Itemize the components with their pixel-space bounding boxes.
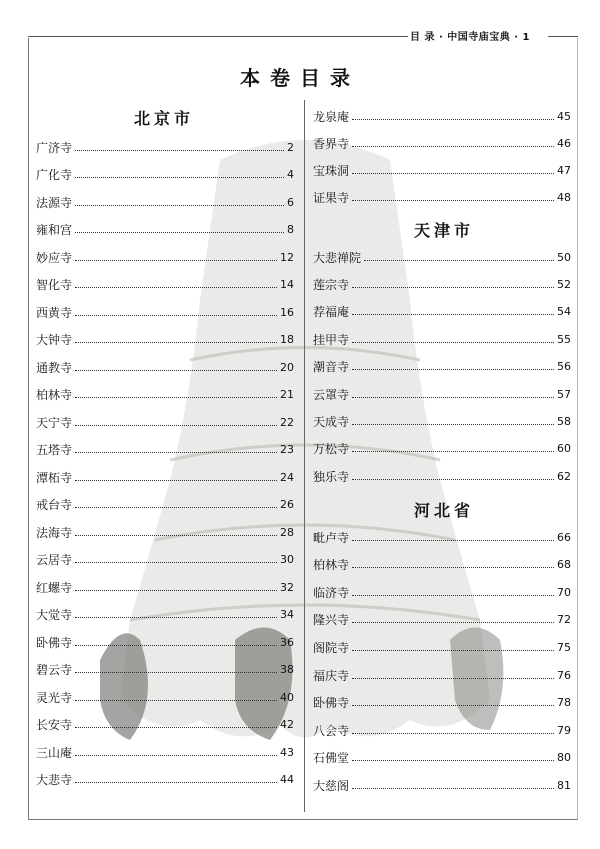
toc-entry[interactable] bbox=[313, 720, 571, 740]
dot-leader bbox=[352, 287, 554, 288]
toc-entry-page: 40 bbox=[280, 690, 294, 704]
dot-leader bbox=[75, 782, 277, 783]
toc-entry-page: 8 bbox=[287, 223, 294, 236]
dot-leader bbox=[352, 451, 554, 452]
toc-entry-title: 万松寺 bbox=[313, 442, 350, 457]
toc-entry-page: 22 bbox=[280, 415, 294, 429]
toc-entry-title: 宝珠洞 bbox=[313, 163, 350, 178]
section-heading-beijing: 北京市 bbox=[134, 109, 195, 128]
toc-entry-page: 46 bbox=[557, 136, 571, 150]
toc-entry-title: 天宁寺 bbox=[36, 415, 73, 430]
toc-entry[interactable] bbox=[313, 665, 571, 685]
dot-leader bbox=[75, 672, 277, 673]
toc-entry-page: 62 bbox=[557, 469, 571, 483]
toc-entry-title: 西黄寺 bbox=[36, 305, 73, 320]
toc-entry-page: 48 bbox=[557, 191, 571, 205]
page-title: 本卷目录 bbox=[240, 66, 360, 90]
toc-entry[interactable] bbox=[313, 582, 571, 602]
toc-entry-page: 2 bbox=[287, 140, 294, 154]
dot-leader bbox=[75, 727, 277, 728]
dot-leader bbox=[75, 425, 277, 426]
dot-leader bbox=[352, 705, 554, 706]
toc-entry-title: 大觉寺 bbox=[36, 608, 73, 622]
toc-entry-title: 大悲寺 bbox=[36, 773, 73, 787]
dot-leader bbox=[352, 369, 554, 370]
toc-entry-page: 30 bbox=[280, 553, 294, 566]
toc-entry[interactable] bbox=[36, 770, 294, 790]
toc-entry-page: 4 bbox=[287, 168, 294, 181]
dot-leader bbox=[75, 232, 284, 233]
toc-entry-title: 红螺寺 bbox=[36, 580, 73, 595]
toc-entry[interactable] bbox=[313, 133, 571, 153]
toc-entry-page: 57 bbox=[557, 387, 571, 401]
dot-leader bbox=[75, 700, 277, 701]
toc-entry-page: 26 bbox=[280, 498, 294, 511]
toc-entry-title: 妙应寺 bbox=[36, 250, 73, 265]
toc-entry-title: 云罩寺 bbox=[313, 387, 350, 402]
dot-leader bbox=[352, 760, 554, 761]
toc-entry-title: 卧佛寺 bbox=[313, 696, 350, 711]
toc-entry[interactable] bbox=[313, 188, 571, 208]
toc-entry-title: 大钟寺 bbox=[36, 333, 73, 347]
toc-entry-title: 石佛堂 bbox=[313, 751, 350, 766]
toc-entry[interactable] bbox=[313, 466, 571, 486]
toc-entry-page: 6 bbox=[287, 195, 294, 209]
toc-entry-page: 32 bbox=[280, 580, 294, 594]
toc-entry[interactable] bbox=[36, 495, 294, 515]
toc-entry-page: 24 bbox=[280, 470, 294, 484]
dot-leader bbox=[75, 260, 277, 261]
toc-entry-title: 柏林寺 bbox=[36, 388, 73, 402]
toc-entry-title: 法海寺 bbox=[36, 525, 73, 540]
dot-leader bbox=[352, 173, 554, 174]
dot-leader bbox=[352, 200, 554, 201]
toc-entry-page: 60 bbox=[557, 442, 571, 456]
toc-entry[interactable] bbox=[313, 274, 571, 294]
toc-entry-title: 雍和宫 bbox=[36, 223, 73, 237]
toc-entry[interactable] bbox=[313, 775, 571, 795]
toc-entry[interactable] bbox=[313, 384, 571, 404]
toc-entry[interactable] bbox=[36, 192, 294, 212]
toc-entry-title: 莲宗寺 bbox=[313, 277, 350, 292]
dot-leader bbox=[352, 788, 554, 789]
toc-entry[interactable] bbox=[36, 302, 294, 322]
dot-leader bbox=[352, 622, 554, 623]
toc-entry-title: 卧佛寺 bbox=[36, 635, 73, 650]
toc-entry[interactable] bbox=[313, 247, 571, 267]
toc-entry[interactable] bbox=[36, 357, 294, 377]
toc-entry[interactable] bbox=[36, 577, 294, 597]
dot-leader bbox=[75, 480, 277, 481]
toc-entry[interactable] bbox=[36, 412, 294, 432]
toc-entry-title: 阁院寺 bbox=[313, 640, 350, 655]
toc-entry[interactable] bbox=[313, 439, 571, 459]
toc-entry[interactable] bbox=[36, 247, 294, 267]
toc-entry-page: 16 bbox=[280, 305, 294, 319]
toc-entry-title: 香界寺 bbox=[313, 136, 350, 151]
toc-entry[interactable] bbox=[313, 693, 571, 713]
toc-entry-page: 14 bbox=[280, 278, 294, 291]
toc-entry[interactable] bbox=[313, 411, 571, 431]
toc-entry-page: 18 bbox=[280, 333, 294, 346]
dot-leader bbox=[75, 755, 277, 756]
toc-entry[interactable] bbox=[313, 637, 571, 657]
toc-entry[interactable] bbox=[36, 742, 294, 762]
toc-entry-page: 70 bbox=[557, 585, 571, 599]
dot-leader bbox=[352, 397, 554, 398]
toc-entry-title: 通教寺 bbox=[36, 360, 73, 375]
toc-entry-page: 52 bbox=[557, 277, 571, 291]
toc-entry-page: 54 bbox=[557, 305, 571, 319]
dot-leader bbox=[75, 177, 284, 178]
dot-leader bbox=[75, 507, 277, 508]
dot-leader bbox=[352, 314, 554, 315]
toc-entry-page: 28 bbox=[280, 525, 294, 539]
toc-entry[interactable] bbox=[313, 610, 571, 630]
toc-entry[interactable] bbox=[313, 555, 571, 575]
dot-leader bbox=[75, 452, 277, 453]
toc-entry-title: 大慈阁 bbox=[313, 778, 350, 793]
toc-entry-page: 66 bbox=[557, 530, 571, 544]
toc-entry-page: 21 bbox=[280, 388, 294, 401]
dot-leader bbox=[75, 150, 284, 151]
toc-entry[interactable] bbox=[36, 385, 294, 405]
running-header: 目 录 · 中国寺庙宝典 · 1 bbox=[410, 32, 530, 43]
toc-entry-title: 八会寺 bbox=[313, 723, 350, 738]
toc-entry-page: 47 bbox=[557, 163, 571, 177]
column-divider bbox=[304, 100, 305, 812]
toc-entry-title: 独乐寺 bbox=[313, 469, 350, 484]
dot-leader bbox=[75, 617, 277, 618]
dot-leader bbox=[352, 650, 554, 651]
dot-leader bbox=[75, 590, 277, 591]
toc-entry[interactable] bbox=[313, 527, 571, 547]
toc-entry[interactable] bbox=[313, 329, 571, 349]
toc-entry-title: 证果寺 bbox=[313, 191, 350, 206]
dot-leader bbox=[352, 595, 554, 596]
toc-entry[interactable] bbox=[36, 715, 294, 735]
dot-leader bbox=[352, 424, 554, 425]
toc-entry-page: 36 bbox=[280, 635, 294, 649]
toc-entry-title: 隆兴寺 bbox=[313, 613, 350, 628]
toc-entry[interactable] bbox=[313, 357, 571, 377]
dot-leader bbox=[364, 260, 554, 261]
toc-entry[interactable] bbox=[313, 302, 571, 322]
dot-leader bbox=[75, 342, 277, 343]
toc-entry[interactable] bbox=[36, 137, 294, 157]
toc-entry[interactable] bbox=[36, 660, 294, 680]
dot-leader bbox=[75, 205, 284, 206]
toc-entry-title: 三山庵 bbox=[36, 745, 73, 760]
toc-entry-page: 23 bbox=[280, 443, 294, 456]
dot-leader bbox=[352, 342, 554, 343]
toc-entry-title: 云居寺 bbox=[36, 553, 73, 567]
section-heading-hebei: 河北省 bbox=[414, 501, 475, 520]
dot-leader bbox=[352, 678, 554, 679]
toc-entry[interactable] bbox=[36, 330, 294, 350]
toc-entry[interactable] bbox=[36, 467, 294, 487]
toc-entry-title: 五塔寺 bbox=[36, 443, 73, 457]
dot-leader bbox=[352, 733, 554, 734]
toc-entry-title: 潮音寺 bbox=[313, 360, 350, 375]
toc-entry[interactable] bbox=[36, 165, 294, 185]
dot-leader bbox=[75, 397, 277, 398]
toc-entry-page: 75 bbox=[557, 640, 571, 654]
dot-leader bbox=[75, 315, 277, 316]
dot-leader bbox=[352, 119, 554, 120]
toc-entry-title: 荐福庵 bbox=[313, 305, 350, 320]
toc-entry[interactable] bbox=[36, 605, 294, 625]
dot-leader bbox=[75, 370, 277, 371]
toc-entry-title: 毗卢寺 bbox=[313, 530, 350, 545]
toc-entry-page: 68 bbox=[557, 558, 571, 572]
toc-entry[interactable] bbox=[36, 522, 294, 542]
toc-entry[interactable] bbox=[36, 275, 294, 295]
toc-entry-page: 56 bbox=[557, 360, 571, 374]
toc-entry[interactable] bbox=[313, 106, 571, 126]
toc-entry-title: 福庆寺 bbox=[313, 668, 350, 683]
toc-entry-title: 广化寺 bbox=[36, 168, 73, 182]
dot-leader bbox=[352, 540, 554, 541]
dot-leader bbox=[75, 287, 277, 288]
toc-entry-title: 临济寺 bbox=[313, 585, 350, 600]
toc-entry-page: 12 bbox=[280, 250, 294, 264]
header-rule bbox=[28, 36, 408, 37]
toc-entry-title: 大悲禅院 bbox=[313, 250, 362, 265]
toc-entry-title: 智化寺 bbox=[36, 278, 73, 292]
dot-leader bbox=[352, 567, 554, 568]
toc-entry-page: 79 bbox=[557, 723, 571, 737]
toc-entry[interactable] bbox=[36, 440, 294, 460]
toc-entry-title: 龙泉庵 bbox=[313, 109, 350, 124]
toc-entry[interactable] bbox=[36, 687, 294, 707]
toc-entry-title: 碧云寺 bbox=[36, 663, 73, 677]
header-rule-end bbox=[548, 36, 578, 37]
toc-entry-title: 法源寺 bbox=[36, 195, 73, 210]
dot-leader bbox=[75, 645, 277, 646]
toc-entry-page: 58 bbox=[557, 414, 571, 428]
toc-entry-page: 80 bbox=[557, 751, 571, 765]
toc-entry-page: 42 bbox=[280, 718, 294, 731]
toc-entry-page: 76 bbox=[557, 668, 571, 682]
dot-leader bbox=[75, 535, 277, 536]
toc-entry[interactable] bbox=[36, 220, 294, 240]
toc-entry-title: 潭柘寺 bbox=[36, 470, 73, 485]
toc-entry-page: 43 bbox=[280, 745, 294, 759]
toc-entry-title: 天成寺 bbox=[313, 414, 350, 429]
section-heading-tianjin: 天津市 bbox=[414, 221, 475, 240]
toc-entry-page: 81 bbox=[557, 778, 571, 792]
toc-entry-title: 灵光寺 bbox=[36, 690, 73, 705]
dot-leader bbox=[352, 479, 554, 480]
toc-entry[interactable] bbox=[313, 748, 571, 768]
toc-entry-title: 广济寺 bbox=[36, 140, 73, 155]
toc-entry[interactable] bbox=[36, 632, 294, 652]
toc-entry-page: 34 bbox=[280, 608, 294, 621]
toc-entry-page: 38 bbox=[280, 663, 294, 676]
toc-entry-title: 长安寺 bbox=[36, 718, 73, 732]
toc-entry-page: 72 bbox=[557, 613, 571, 627]
toc-entry-title: 戒台寺 bbox=[36, 498, 73, 512]
toc-entry[interactable] bbox=[313, 160, 571, 180]
toc-entry-title: 柏林寺 bbox=[313, 558, 350, 573]
toc-entry-page: 55 bbox=[557, 332, 571, 346]
dot-leader bbox=[75, 562, 277, 563]
toc-entry-page: 45 bbox=[557, 109, 571, 123]
toc-entry-page: 78 bbox=[557, 696, 571, 710]
dot-leader bbox=[352, 146, 554, 147]
toc-entry[interactable] bbox=[36, 550, 294, 570]
toc-entry-page: 50 bbox=[557, 250, 571, 264]
toc-entry-title: 挂甲寺 bbox=[313, 332, 350, 347]
toc-entry-page: 44 bbox=[280, 773, 294, 786]
toc-entry-page: 20 bbox=[280, 360, 294, 374]
